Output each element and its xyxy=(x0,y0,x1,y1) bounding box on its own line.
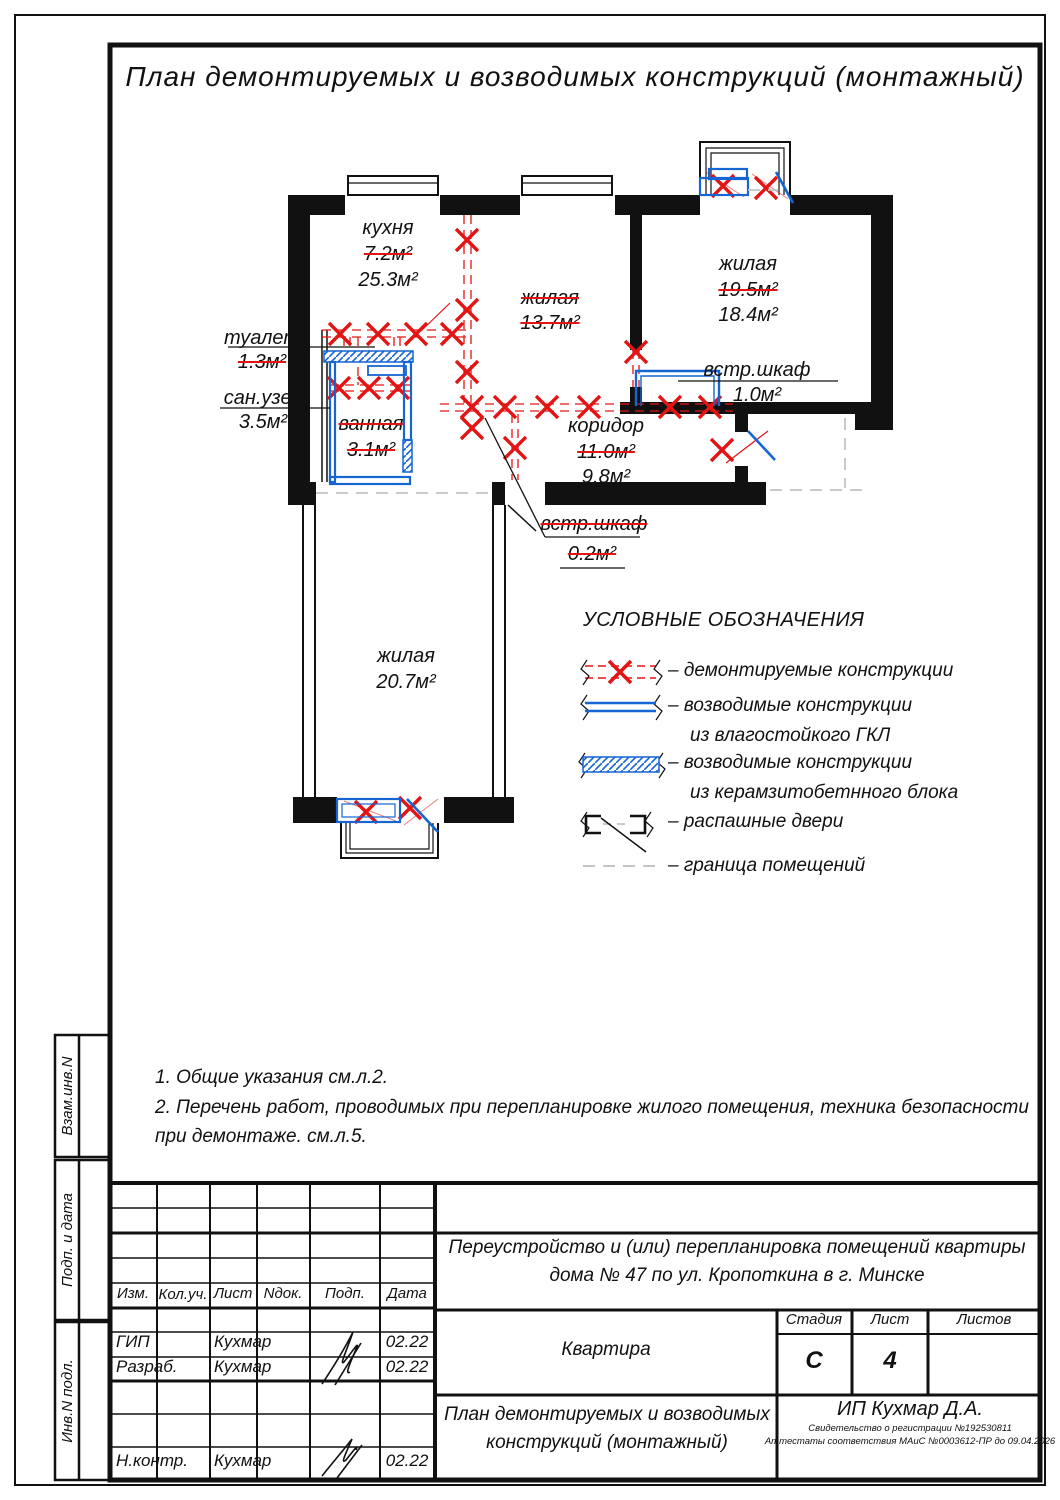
legend-item-doors: – распашные двери xyxy=(668,811,844,832)
room-area-new-closet-1: 1.0м² xyxy=(732,384,782,406)
tb-col-podp: Подп. xyxy=(325,1285,365,1302)
tb-row-role: Разраб. xyxy=(116,1357,178,1376)
room-name-living-mid: жилая xyxy=(521,287,579,309)
note-line-3: при демонтаже. см.л.5. xyxy=(155,1126,367,1147)
tb-cert-line2: Аттестаты соответствия МАиС №0003612-ПР до 09.04.2026 xyxy=(764,1436,1056,1447)
tb-row-date: 02.22 xyxy=(385,1332,429,1351)
tb-cert-line1: Свидетельство о регистрации №192530811 xyxy=(808,1423,1012,1434)
room-name-koridor: коридор xyxy=(567,415,645,437)
legend-symbol-gkl xyxy=(585,703,656,711)
tb-col-ndok: Nдок. xyxy=(263,1285,303,1302)
tb-row-role: ГИП xyxy=(116,1332,150,1351)
legend-item-demolished: – демонтируемые конструкции xyxy=(668,660,954,681)
tb-col-izm: Изм. xyxy=(117,1285,149,1302)
legend-item-block: – возводимые конструкции xyxy=(668,752,913,773)
tb-sheet-label: Лист xyxy=(870,1311,910,1328)
new-wall-block-segment xyxy=(403,440,412,472)
room-area-new-living-right: 18.4м² xyxy=(718,304,778,326)
room-area-new-kitchen: 25.3м² xyxy=(358,269,418,291)
tb-stage-value: С xyxy=(805,1347,823,1374)
sidebar-label-inv: Инв.N подл. xyxy=(58,1359,76,1443)
tb-sheet-value: 4 xyxy=(883,1347,897,1374)
room-name-closet-2: встр.шкаф xyxy=(540,513,648,535)
sheet-title: План демонтируемых и возводимых конструкций (монтажный) xyxy=(125,61,1025,92)
tb-row-name: Кухмар xyxy=(214,1357,272,1376)
tb-row-date: 02.22 xyxy=(385,1451,429,1470)
note-line-2: 2. Перечень работ, проводимых при перепланировке жилого помещения, техника безопасности xyxy=(155,1097,1029,1118)
tb-project-line1: Переустройство и (или) перепланировка помещений квартиры xyxy=(448,1237,1026,1258)
tb-row-date: 02.22 xyxy=(385,1357,429,1376)
tb-col-data: Дата xyxy=(387,1285,427,1302)
legend-title: УСЛОВНЫЕ ОБОЗНАЧЕНИЯ xyxy=(583,609,865,631)
tb-company: ИП Кухмар Д.А. xyxy=(837,1398,983,1420)
legend-item-gkl-line2: из влагостойкого ГКЛ xyxy=(690,725,891,746)
legend-symbol-demolished xyxy=(585,661,656,683)
room-name-sanuzel: сан.узел xyxy=(223,387,303,409)
legend-item-boundary: – граница помещений xyxy=(668,855,866,876)
tb-sheets-label: Листов xyxy=(956,1311,1012,1328)
room-name-living-right: жилая xyxy=(719,253,777,275)
room-area-old-closet-2: 0.2м² xyxy=(567,543,617,565)
room-area-new-koridor: 9.8м² xyxy=(581,466,631,488)
new-wall-block-segment xyxy=(324,351,413,362)
room-area-new-living-bottom: 20.7м² xyxy=(376,671,436,693)
room-name-toilet: туалет xyxy=(224,327,300,349)
tb-row-name: Кухмар xyxy=(214,1332,272,1351)
room-area-old-living-mid: 13.7м² xyxy=(520,312,580,334)
tb-object-name: Квартира xyxy=(561,1339,651,1360)
legend-symbols xyxy=(579,660,665,866)
tb-stage-label: Стадия xyxy=(785,1311,843,1328)
tb-project-line2: дома № 47 по ул. Кропоткина в г. Минске xyxy=(549,1265,925,1286)
room-area-old-koridor: 11.0м² xyxy=(577,441,635,463)
room-name-vannaya: ванная xyxy=(338,413,404,435)
room-name-kitchen: кухня xyxy=(362,217,414,239)
tb-row-role: Н.контр. xyxy=(116,1451,188,1470)
room-area-new-sanuzel: 3.5м² xyxy=(238,411,288,433)
legend-item-gkl: – возводимые конструкции xyxy=(668,695,913,716)
room-area-old-toilet: 1.3м² xyxy=(237,351,287,373)
tb-row-name: Кухмар xyxy=(214,1451,272,1470)
sidebar-label-podp: Подп. и дата xyxy=(58,1193,76,1287)
room-area-old-living-right: 19.5м² xyxy=(718,279,778,301)
door-leaf-black xyxy=(508,505,536,531)
room-area-old-vannaya: 3.1м² xyxy=(346,439,396,461)
room-name-living-bottom: жилая xyxy=(377,645,435,667)
tb-col-koluch: Кол.уч. xyxy=(158,1286,208,1303)
door-leaf-blue xyxy=(407,799,438,832)
signatures xyxy=(322,1332,362,1478)
note-line-1: 1. Общие указания см.л.2. xyxy=(155,1067,389,1088)
tb-col-list: Лист xyxy=(213,1285,253,1302)
tb-doc-line2: конструкций (монтажный) xyxy=(486,1432,728,1453)
room-area-old-kitchen: 7.2м² xyxy=(363,243,413,265)
legend-symbol-block xyxy=(583,757,659,772)
legend-symbol-doors xyxy=(581,812,653,852)
sidebar-label-vzam: Взам.инв.N xyxy=(58,1056,76,1136)
room-name-closet-1: встр.шкаф xyxy=(703,359,811,381)
tb-doc-line1: План демонтируемых и возводимых xyxy=(444,1404,770,1425)
legend-item-block-line2: из керамзитобетнного блока xyxy=(690,782,959,803)
